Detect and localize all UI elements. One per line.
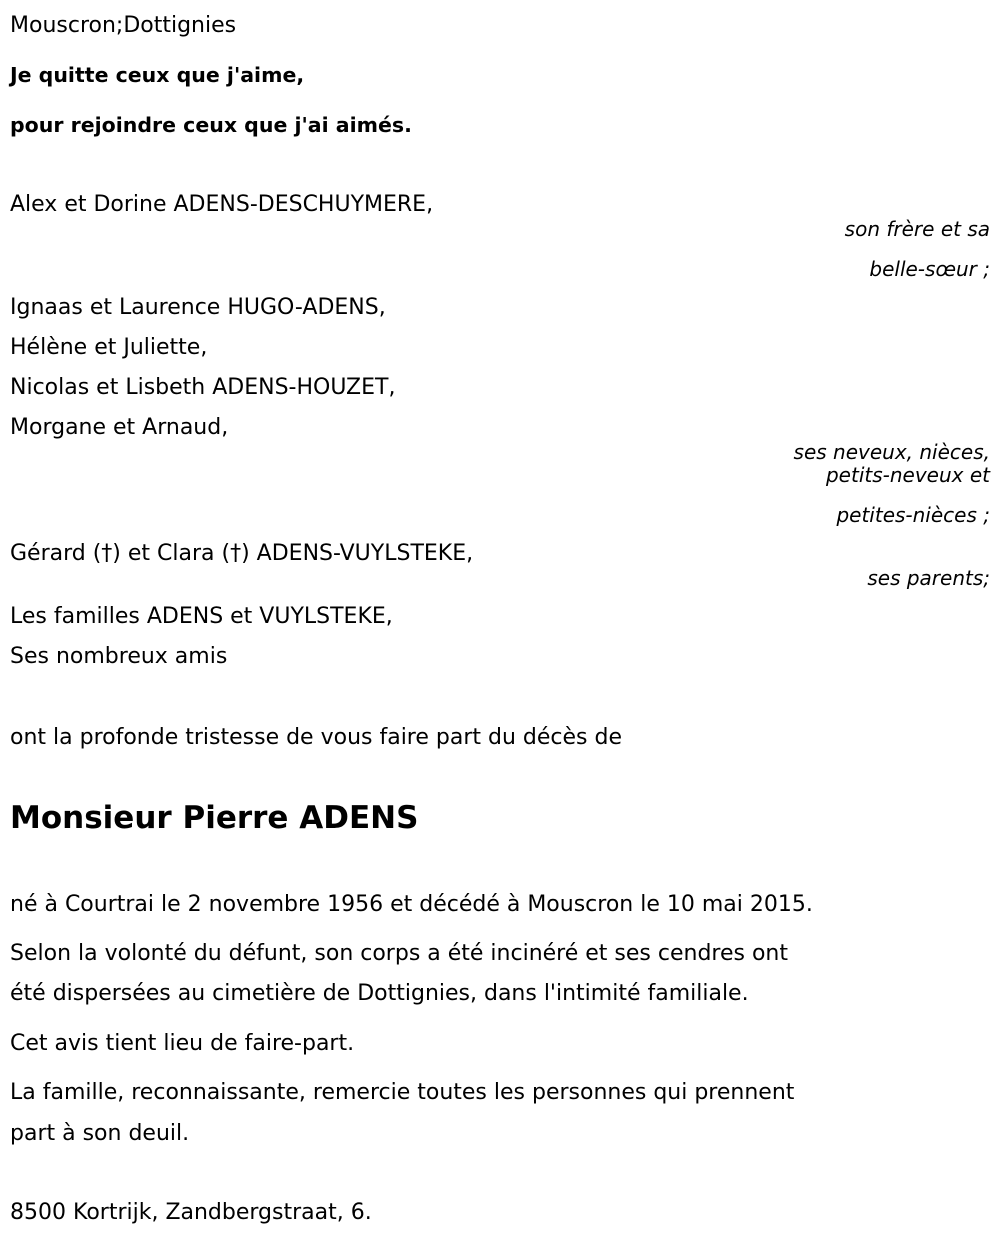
family-brother: Alex et Dorine ADENS-DESCHUYMERE, bbox=[10, 192, 434, 217]
dates: né à Courtrai le 2 novembre 1956 et décédé à Mouscron le 10 mai 2015. bbox=[10, 892, 813, 917]
quote-line-1: Je quitte ceux que j'aime, bbox=[10, 63, 305, 87]
nephews-role-3: petites-nièces ; bbox=[836, 503, 990, 527]
brother-role-1: son frère et sa bbox=[844, 217, 990, 241]
family-nephew: Morgane et Arnaud, bbox=[10, 415, 229, 440]
family-nephew: Hélène et Juliette, bbox=[10, 335, 208, 360]
thanks-line: La famille, reconnaissante, remercie toutes les personnes qui prennent bbox=[10, 1080, 795, 1105]
nephews-role-2: petits-neveux et bbox=[825, 463, 990, 487]
parents-role: ses parents; bbox=[867, 566, 990, 590]
family-nephew: Ignaas et Laurence HUGO-ADENS, bbox=[10, 295, 386, 320]
thanks-line: part à son deuil. bbox=[10, 1121, 190, 1146]
family-others: Les familles ADENS et VUYLSTEKE, bbox=[10, 604, 393, 629]
family-nephew: Nicolas et Lisbeth ADENS-HOUZET, bbox=[10, 375, 396, 400]
address: 8500 Kortrijk, Zandbergstraat, 6. bbox=[10, 1200, 372, 1225]
cremation-line: été dispersées au cimetière de Dottignies, dans l'intimité familiale. bbox=[10, 981, 749, 1006]
cremation-line: Selon la volonté du défunt, son corps a été incinéré et ses cendres ont bbox=[10, 941, 788, 966]
notice: Cet avis tient lieu de faire-part. bbox=[10, 1031, 355, 1056]
family-parents: Gérard (†) et Clara (†) ADENS-VUYLSTEKE, bbox=[10, 541, 474, 566]
nephews-role-1: ses neveux, nièces, bbox=[793, 440, 990, 464]
brother-role-2: belle-sœur ; bbox=[869, 257, 990, 281]
location: Mouscron;Dottignies bbox=[10, 13, 237, 38]
announcement: ont la profonde tristesse de vous faire part du décès de bbox=[10, 725, 622, 750]
quote-line-2: pour rejoindre ceux que j'ai aimés. bbox=[10, 113, 412, 137]
family-others: Ses nombreux amis bbox=[10, 644, 228, 669]
deceased-name: Monsieur Pierre ADENS bbox=[10, 800, 419, 836]
